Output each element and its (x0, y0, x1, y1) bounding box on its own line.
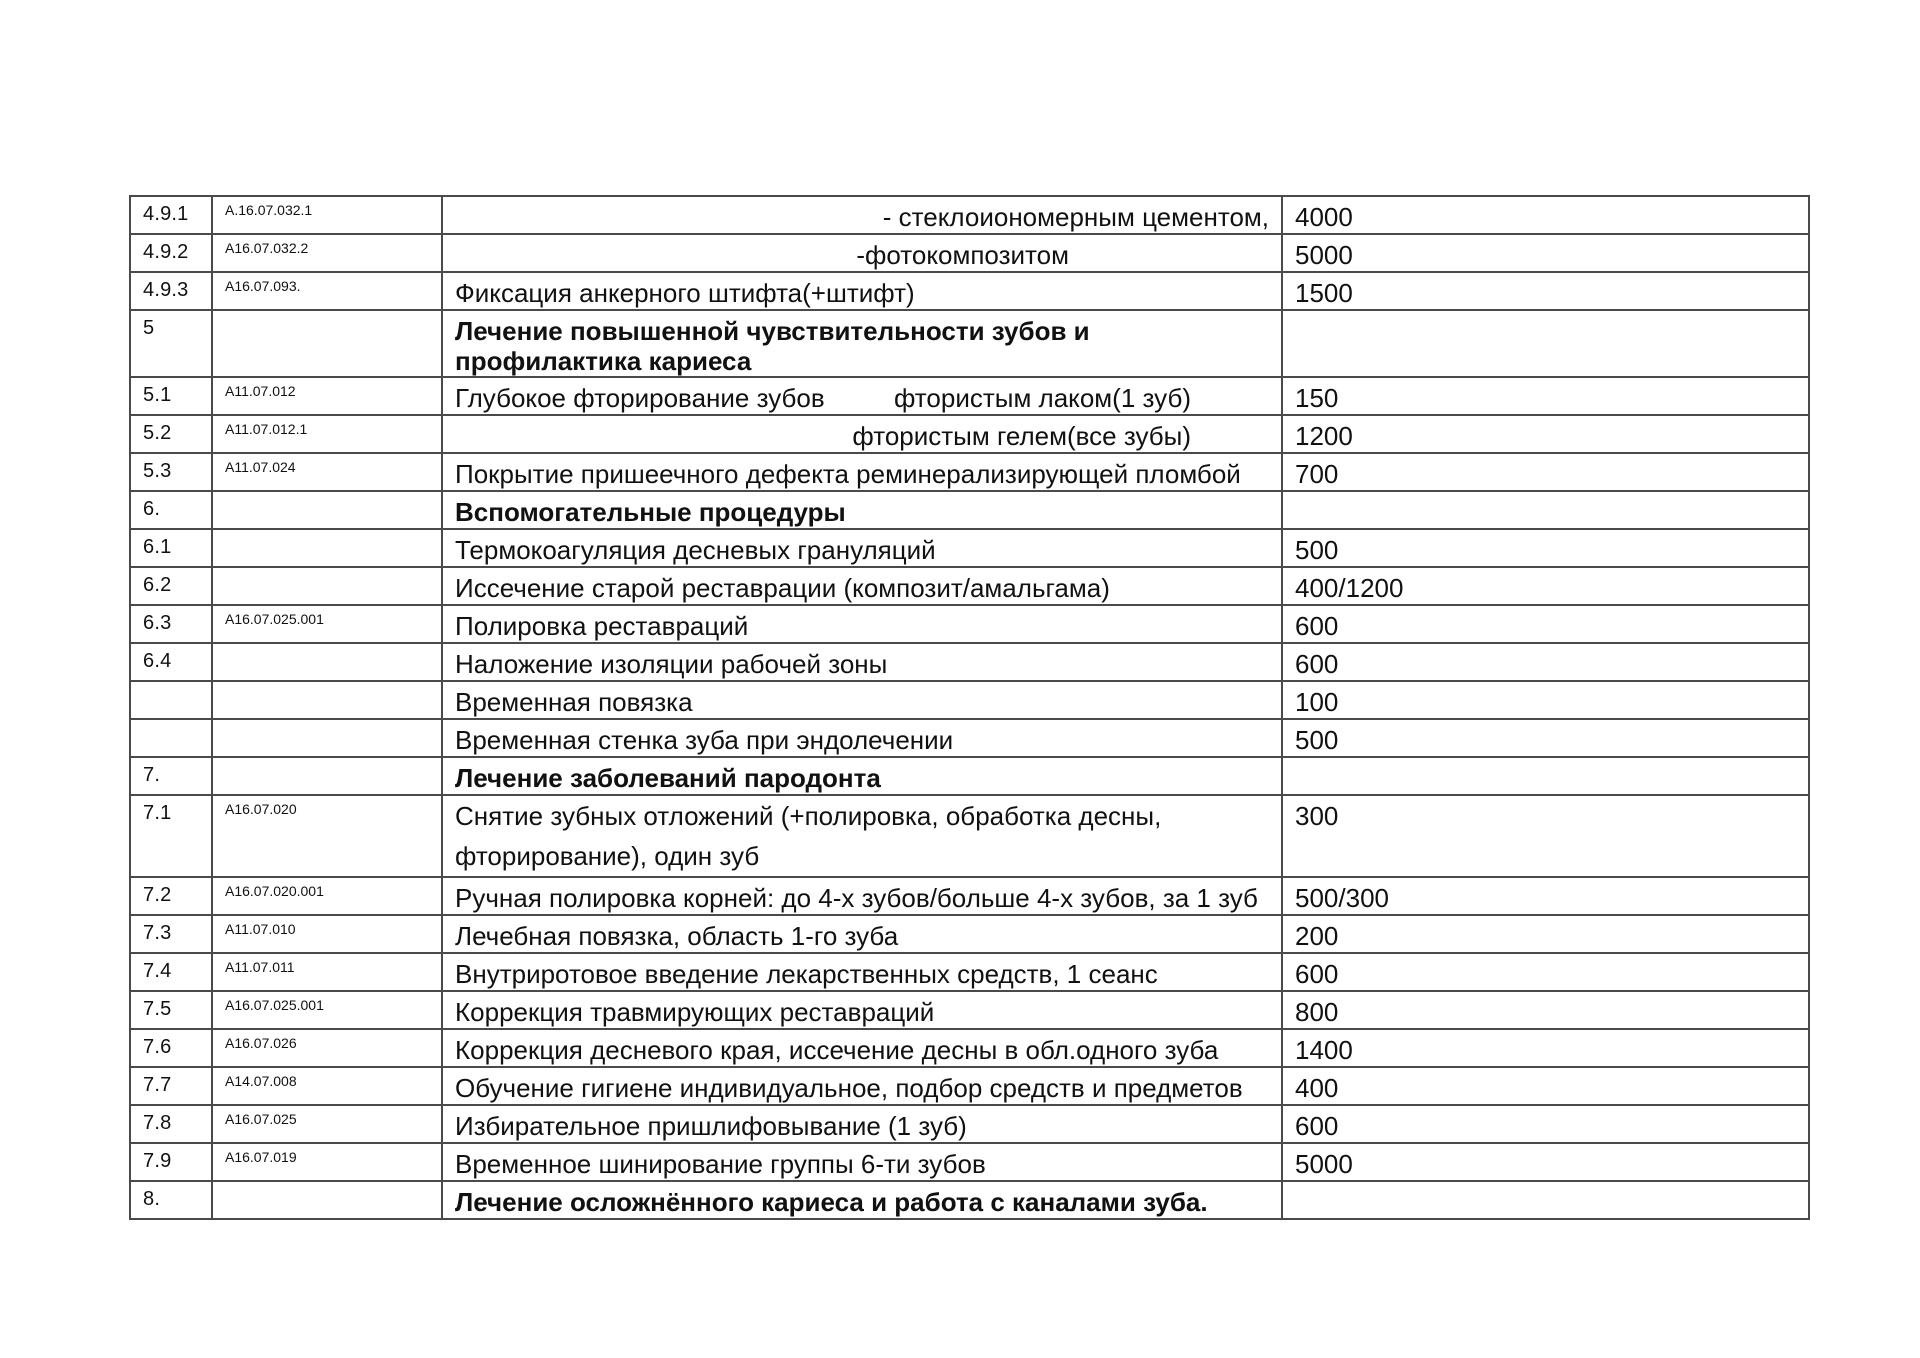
service-name-cell (442, 567, 1282, 605)
service-variant: - стеклоиономерным цементом, (882, 202, 1269, 232)
service-name-cell (442, 719, 1282, 757)
price: 5000 (1282, 234, 1809, 272)
service-code: А16.07.025.001 (212, 991, 442, 1029)
service-code: А16.07.019 (212, 1143, 442, 1181)
table-row (130, 1067, 1809, 1105)
item-number: 5 (130, 310, 212, 377)
section-title-text: Лечение повышенной чувствительности зубов и профилактика кариеса (455, 316, 1090, 376)
service-name-cell (442, 991, 1282, 1029)
price (1282, 491, 1809, 529)
service-name: Лечебная повязка, область 1-го зуба (455, 921, 899, 951)
item-number: 7.1 (130, 795, 212, 877)
item-number: 7.9 (130, 1143, 212, 1181)
price (1282, 1181, 1809, 1219)
section-row (130, 757, 1809, 795)
service-code: А11.07.011 (212, 953, 442, 991)
service-name: Термокоагуляция десневых грануляций (455, 535, 936, 565)
table-row (130, 529, 1809, 567)
item-number (130, 719, 212, 757)
service-code (212, 567, 442, 605)
service-name-cell (442, 453, 1282, 491)
service-name-split (455, 383, 1269, 413)
section-title (442, 491, 1282, 529)
section-title (442, 310, 1282, 377)
service-code: А11.07.012 (212, 377, 442, 415)
table-row (130, 643, 1809, 681)
service-code (212, 491, 442, 529)
price: 1500 (1282, 272, 1809, 310)
service-code: А16.07.025 (212, 1105, 442, 1143)
item-number: 5.1 (130, 377, 212, 415)
section-title (442, 757, 1282, 795)
price: 500 (1282, 719, 1809, 757)
table-row (130, 196, 1809, 234)
table-row (130, 272, 1809, 310)
service-code: А11.07.024 (212, 453, 442, 491)
service-name: Полировка реставраций (455, 611, 749, 641)
item-number: 6.4 (130, 643, 212, 681)
section-title-text: Вспомогательные процедуры (455, 497, 846, 527)
service-code: А16.07.032.2 (212, 234, 442, 272)
price: 1400 (1282, 1029, 1809, 1067)
service-name-cell (442, 196, 1282, 234)
price: 200 (1282, 915, 1809, 953)
service-variant: фтористым лаком(1 зуб) (893, 383, 1191, 413)
price: 700 (1282, 453, 1809, 491)
service-name-cell (442, 795, 1282, 877)
price: 400 (1282, 1067, 1809, 1105)
price: 500 (1282, 529, 1809, 567)
service-code (212, 719, 442, 757)
service-name: Временная стенка зуба при эндолечении (455, 725, 954, 755)
service-name: Ручная полировка корней: до 4-х зубов/больше 4-х зубов, за 1 зуб (455, 883, 1258, 913)
service-name-cell (442, 272, 1282, 310)
price: 600 (1282, 1105, 1809, 1143)
service-code (212, 643, 442, 681)
section-row (130, 310, 1809, 377)
service-name: Снятие зубных отложений (+полировка, обработка десны, фторирование), один зуб (455, 801, 1162, 871)
price: 5000 (1282, 1143, 1809, 1181)
price: 300 (1282, 795, 1809, 877)
service-name-cell (442, 1143, 1282, 1181)
table-row (130, 953, 1809, 991)
service-name-cell (442, 877, 1282, 915)
table-row (130, 1029, 1809, 1067)
item-number: 5.3 (130, 453, 212, 491)
item-number: 7.2 (130, 877, 212, 915)
price: 4000 (1282, 196, 1809, 234)
table-row (130, 915, 1809, 953)
price: 1200 (1282, 415, 1809, 453)
price (1282, 310, 1809, 377)
price: 500/300 (1282, 877, 1809, 915)
table-row (130, 795, 1809, 877)
table-row (130, 1105, 1809, 1143)
service-code: А11.07.010 (212, 915, 442, 953)
service-name-cell (442, 681, 1282, 719)
service-name-cell (442, 915, 1282, 953)
service-name: Временная повязка (455, 687, 693, 717)
item-number: 7.5 (130, 991, 212, 1029)
service-code (212, 529, 442, 567)
item-number: 7.7 (130, 1067, 212, 1105)
service-name: Временное шинирование группы 6-ти зубов (455, 1149, 986, 1179)
service-name-cell (442, 234, 1282, 272)
service-name: Внутриротовое введение лекарственных средств, 1 сеанс (455, 959, 1158, 989)
service-name-cell (442, 1029, 1282, 1067)
table-row (130, 877, 1809, 915)
section-title-text: Лечение осложнённого кариеса и работа с каналами зуба. (455, 1187, 1208, 1217)
table-row (130, 453, 1809, 491)
item-number: 7.6 (130, 1029, 212, 1067)
service-code (212, 681, 442, 719)
service-code: А14.07.008 (212, 1067, 442, 1105)
price: 600 (1282, 643, 1809, 681)
service-name: Коррекция десневого края, иссечение десны в обл.одного зуба (455, 1035, 1219, 1065)
price (1282, 757, 1809, 795)
service-variant: -фотокомпозитом (856, 240, 1069, 270)
item-number: 4.9.2 (130, 234, 212, 272)
service-name-cell (442, 415, 1282, 453)
service-code: А16.07.020 (212, 795, 442, 877)
service-name: Наложение изоляции рабочей зоны (455, 649, 888, 679)
service-name: Фиксация анкерного штифта(+штифт) (455, 278, 915, 308)
table-row (130, 719, 1809, 757)
item-number: 6.3 (130, 605, 212, 643)
service-name-cell (442, 643, 1282, 681)
item-number: 5.2 (130, 415, 212, 453)
table-row (130, 567, 1809, 605)
table-row (130, 415, 1809, 453)
price: 150 (1282, 377, 1809, 415)
price: 600 (1282, 605, 1809, 643)
service-code (212, 310, 442, 377)
service-name: Глубокое фторирование зубов (455, 383, 825, 413)
section-row (130, 1181, 1809, 1219)
table-row (130, 1143, 1809, 1181)
item-number: 7. (130, 757, 212, 795)
price: 100 (1282, 681, 1809, 719)
item-number: 4.9.1 (130, 196, 212, 234)
service-code: А16.07.025.001 (212, 605, 442, 643)
section-title (442, 1181, 1282, 1219)
item-number: 7.4 (130, 953, 212, 991)
item-number: 7.3 (130, 915, 212, 953)
item-number (130, 681, 212, 719)
price: 800 (1282, 991, 1809, 1029)
table-row (130, 234, 1809, 272)
service-name: Покрытие пришеечного дефекта реминерализирующей пломбой (455, 459, 1241, 489)
service-name: Иссечение старой реставрации (композит/амальгама) (455, 573, 1110, 603)
service-name-cell (442, 953, 1282, 991)
price: 400/1200 (1282, 567, 1809, 605)
service-name: Коррекция травмирующих реставраций (455, 997, 935, 1027)
table-row (130, 377, 1809, 415)
item-number: 6.2 (130, 567, 212, 605)
item-number: 8. (130, 1181, 212, 1219)
service-code (212, 1181, 442, 1219)
service-variant: фтористым гелем(все зубы) (852, 421, 1191, 451)
price-list-table (129, 195, 1810, 1220)
service-name: Обучение гигиене индивидуальное, подбор средств и предметов (455, 1073, 1243, 1103)
service-code: А16.07.026 (212, 1029, 442, 1067)
table-row (130, 681, 1809, 719)
service-code: А16.07.020.001 (212, 877, 442, 915)
price-list-body (130, 196, 1809, 1219)
item-number: 4.9.3 (130, 272, 212, 310)
service-code: А11.07.012.1 (212, 415, 442, 453)
section-row (130, 491, 1809, 529)
service-name-cell (442, 605, 1282, 643)
service-name-cell (442, 1067, 1282, 1105)
service-name-cell (442, 377, 1282, 415)
price: 600 (1282, 953, 1809, 991)
service-name-cell (442, 1105, 1282, 1143)
service-code: А.16.07.032.1 (212, 196, 442, 234)
service-name: Избирательное пришлифовывание (1 зуб) (455, 1111, 967, 1141)
item-number: 7.8 (130, 1105, 212, 1143)
table-row (130, 605, 1809, 643)
item-number: 6. (130, 491, 212, 529)
service-code: А16.07.093. (212, 272, 442, 310)
service-name-cell (442, 529, 1282, 567)
section-title-text: Лечение заболеваний пародонта (455, 763, 881, 793)
service-code (212, 757, 442, 795)
item-number: 6.1 (130, 529, 212, 567)
table-row (130, 991, 1809, 1029)
